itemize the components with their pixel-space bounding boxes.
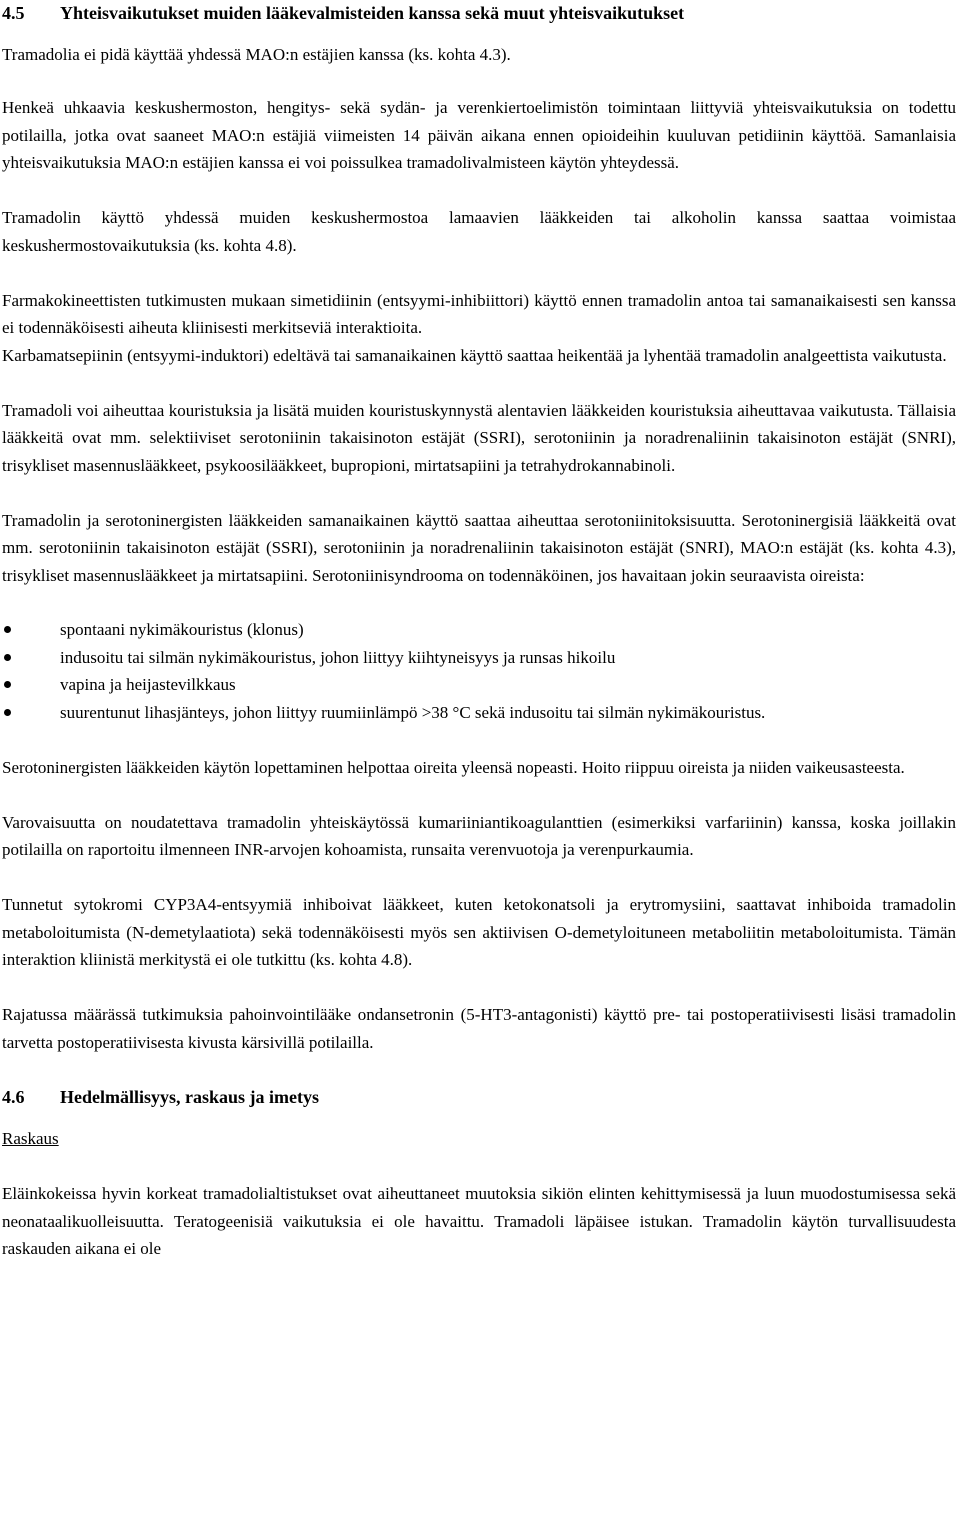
section-heading-4-6: [2, 1084, 956, 1112]
paragraph-discontinuation: Serotoninergisten lääkkeiden käytön lopettaminen helpottaa oireita yleensä nopeasti. Hoito riippuu oireista ja niiden vaikeusasteesta.: [2, 757, 905, 777]
paragraph-mao-interactions: Henkeä uhkaavia keskushermoston, hengitys- sekä sydän- ja verenkiertoelimistön toimintaan liittyviä yhteisvaikutuksia on todettu potilailla, jotka ovat saaneet MAO:n estäjiä viimeisten 14 päivän aikana ennen opioideihin kuuluvan petidiinin käyttöä. Samanlaisia yhteisvaikutuksia MAO:n estäjien kanssa ei voi poissulkea tramadolivalmisteen käytön yhteydessä.: [2, 98, 956, 172]
section-number: 4.6: [2, 1086, 25, 1107]
document-page: [2, 0, 956, 1263]
section-title: Yhteisvaikutukset muiden lääkevalmisteiden kanssa sekä muut yhteisvaikutukset: [60, 3, 685, 23]
list-item: suurentunut lihasjänteys, johon liittyy ruumiinlämpö >38 °C sekä indusoitu tai silmän nykimäkouristus.: [2, 699, 956, 727]
section-number: 4.5: [2, 3, 25, 23]
section-heading-4-5: [2, 0, 956, 28]
list-item: indusoitu tai silmän nykimäkouristus, johon liittyy kiihtyneisyys ja runsas hikoilu: [2, 644, 956, 672]
paragraph-cyp3a4: Tunnetut sytokromi CYP3A4-entsyymiä inhiboivat lääkkeet, kuten ketokonatsoli ja erytromysiini, saattavat inhiboida tramadolin metaboloitumista (N-demetylaatiota) sekä todennäköisesti myös sen aktiivisen O-demetyloituneen metaboliitin metaboloitumista. Tämän interaktion kliinistä merkitystä ei ole tutkittu (ks. kohta 4.8).: [2, 895, 956, 969]
paragraph-ondansetron: Rajatussa määrässä tutkimuksia pahoinvointilääke ondansetronin (5-HT3-antagonisti) käyttö pre- tai postoperatiivisesti lisäsi tramadolin tarvetta postoperatiivisesta kivusta kärsivillä potilailla.: [2, 1005, 956, 1052]
list-item: vapina ja heijastevilkkaus: [2, 671, 956, 699]
symptom-list: [2, 616, 956, 726]
paragraph-pregnancy: Eläinkokeissa hyvin korkeat tramadolialtistukset ovat aiheuttaneet muutoksia sikiön elinten kehittymisessä ja luun muodostumisessa sekä neonataalikuolleisuutta. Teratogeenisiä vaikutuksia ei ole havaittu. Tramadoli läpäisee istukan. Tramadolin käytön turvallisuudesta raskauden aikana ei ole: [2, 1184, 956, 1258]
section-title: Hedelmällisyys, raskaus ja imetys: [60, 1086, 319, 1107]
paragraph-seizures: Tramadoli voi aiheuttaa kouristuksia ja lisätä muiden kouristuskynnystä alentavien lääkkeiden kouristuksia aiheuttavaa vaikutusta. Tällaisia lääkkeitä ovat mm. selektiiviset serotoniinin takaisinoton estäjät (SSRI), serotoniinin ja noradrenaliinin takaisinoton estäjät (SNRI), trisykliset masennuslääkkeet, psykoosilääkkeet, bupropioni, mirtatsapiini ja tetrahydrokannabinoli.: [2, 400, 956, 475]
paragraph-mao-contraindication: Tramadolia ei pidä käyttää yhdessä MAO:n estäjien kanssa (ks. kohta 4.3).: [2, 44, 511, 64]
paragraph-cimetidine: Farmakokineettisten tutkimusten mukaan simetidiinin (entsyymi-inhibiittori) käyttö ennen tramadolin antoa tai samanaikaisesti sen kanssa ei todennäköisesti aiheuta kliinisesti merkitseviä interaktioita.: [2, 290, 956, 337]
paragraph-carbamazepine: Karbamatsepiinin (entsyymi-induktori) edeltävä tai samanaikainen käyttö saattaa heikentää ja lyhentää tramadolin analgeettista vaikutusta.: [2, 345, 947, 365]
paragraph-coumarin: Varovaisuutta on noudatettava tramadolin yhteiskäytössä kumariiniantikoagulanttien (esimerkiksi varfariinin) kanssa, koska joillakin potilailla on raportoitu ilmenneen INR-arvojen kohoamista, runsaita verenvuotoja ja verenpurkaumia.: [2, 812, 956, 859]
list-item: spontaani nykimäkouristus (klonus): [2, 616, 956, 644]
paragraph-serotonin-toxicity: Tramadolin ja serotoninergisten lääkkeiden samanaikainen käyttö saattaa aiheuttaa serotoniinitoksisuutta. Serotoninergisiä lääkkeitä ovat mm. serotoniinin takaisinoton estäjät (SSRI), serotoniinin ja noradrenaliinin takaisinoton estäjät (SNRI), MAO:n estäjät (ks. kohta 4.3), trisykliset masennuslääkkeet ja mirtatsapiini. Serotoniinisyndrooma on todennäköinen, jos havaitaan jokin seuraavista oireista:: [2, 510, 956, 585]
paragraph-cns-depressants: Tramadolin käyttö yhdessä muiden keskushermostoa lamaavien lääkkeiden tai alkoholin kanssa saattaa voimistaa keskushermostovaikutuksia (ks. kohta 4.8).: [2, 208, 956, 255]
subheading-raskaus: Raskaus: [2, 1129, 59, 1148]
